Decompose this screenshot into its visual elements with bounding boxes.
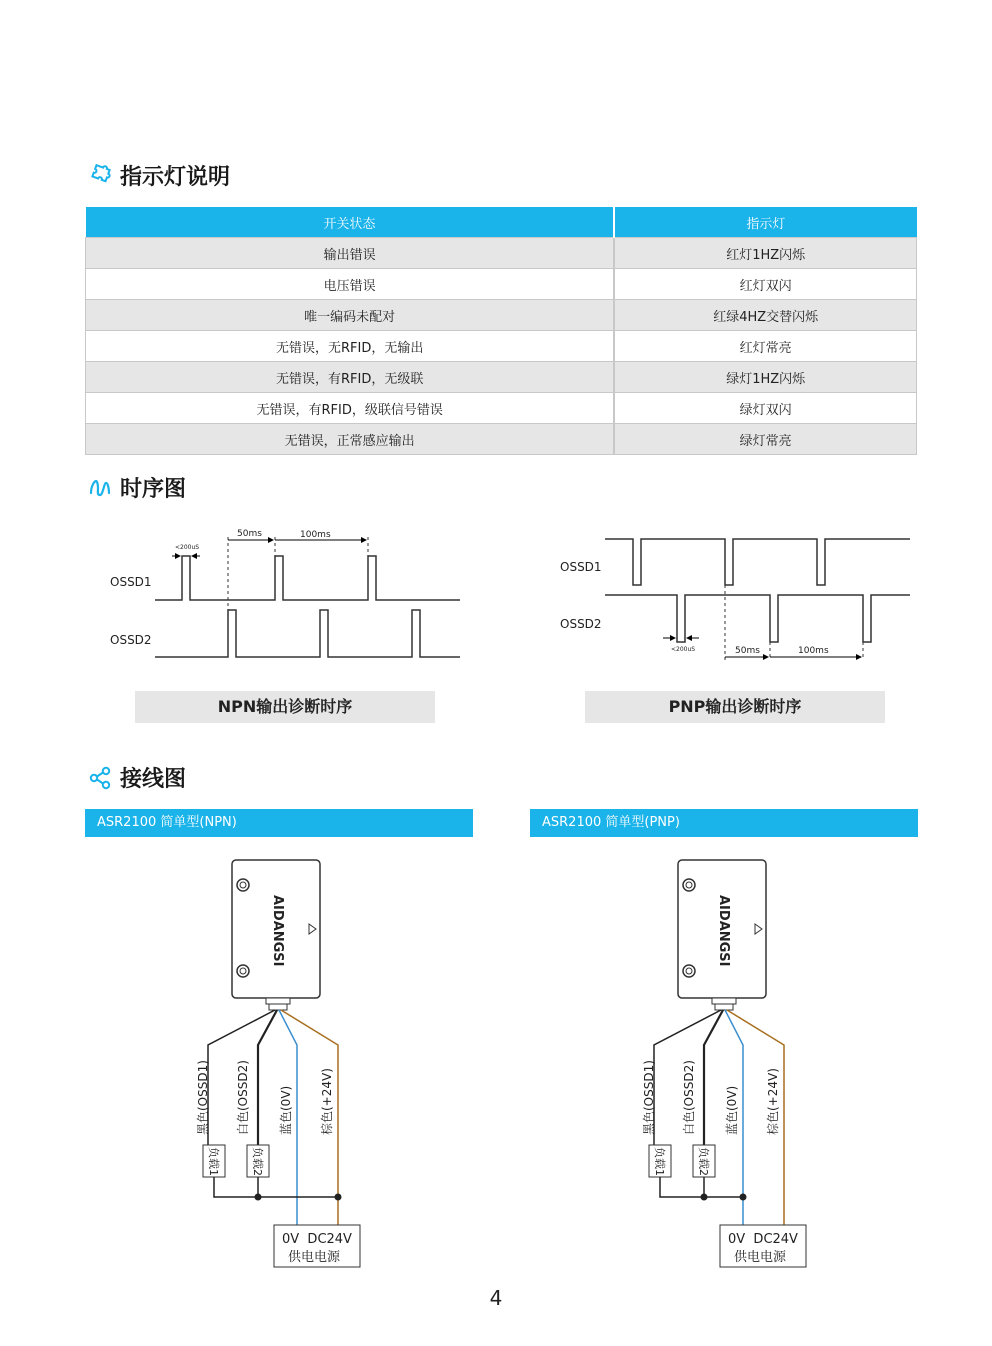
npn-supply-line2: 供电电源	[288, 1250, 341, 1265]
waveform-icon	[88, 476, 112, 500]
state-cell: 无错误，有RFID，无级联	[86, 362, 615, 393]
npn-wiring-diagram	[190, 855, 380, 1270]
pnp-ossd1-label: OSSD1	[560, 560, 602, 574]
state-cell: 唯一编码未配对	[86, 300, 615, 331]
pnp-wire-white-label: 白色(OSSD2)	[682, 1060, 696, 1135]
table-row	[86, 393, 917, 424]
npn-wire-blue-label: 蓝色(0V)	[279, 1085, 293, 1135]
pnp-pulse-label: <200uS	[671, 646, 696, 653]
npn-ossd1-label: OSSD1	[110, 575, 152, 589]
pnp-wiring-diagram	[636, 855, 826, 1270]
pnp-load2-label: 负载2	[697, 1147, 710, 1176]
npn-pulse-label: <200uS	[175, 544, 200, 551]
state-cell: 无错误，有RFID，级联信号错误	[86, 393, 615, 424]
npn-wire-black-label: 黑色(OSSD1)	[196, 1060, 210, 1135]
indicator-cell: 红灯双闪	[614, 269, 916, 300]
table-row	[86, 424, 917, 455]
npn-wire-brown-label: 棕色(+24V)	[320, 1068, 334, 1135]
indicator-cell: 红绿4HZ交替闪烁	[614, 300, 916, 331]
led-section-label: 指示灯说明	[120, 165, 231, 190]
indicator-cell: 绿灯双闪	[614, 393, 916, 424]
npn-ossd2-label: OSSD2	[110, 633, 152, 647]
timing-section-label: 时序图	[120, 477, 187, 502]
state-cell: 无错误，无RFID，无输出	[86, 331, 615, 362]
npn-load2-label: 负载2	[251, 1147, 264, 1176]
wiring-section-label: 接线图	[120, 767, 187, 792]
npn-gap-label: 50ms	[237, 529, 262, 539]
npn-wiring-title: ASR2100 简单型(NPN)	[85, 809, 473, 837]
pnp-period-label: 100ms	[798, 646, 829, 656]
pnp-ossd2-label: OSSD2	[560, 617, 602, 631]
indicator-cell: 绿灯常亮	[614, 424, 916, 455]
pnp-ossd2-wave	[605, 595, 910, 642]
indicator-cell: 红灯1HZ闪烁	[614, 238, 916, 269]
led-table-header	[86, 207, 917, 238]
npn-timing-caption: NPN输出诊断时序	[135, 691, 435, 723]
pnp-supply-line2: 供电电源	[734, 1250, 787, 1265]
pnp-wire-black-label: 黑色(OSSD1)	[642, 1060, 656, 1135]
pnp-supply-line1: 0V DC24V	[728, 1232, 798, 1247]
npn-ossd1-wave	[155, 556, 460, 600]
indicator-cell: 绿灯1HZ闪烁	[614, 362, 916, 393]
pnp-timing-caption: PNP输出诊断时序	[585, 691, 885, 723]
state-cell: 电压错误	[86, 269, 615, 300]
pnp-wiring-title: ASR2100 简单型(PNP)	[530, 809, 918, 837]
state-cell: 输出错误	[86, 238, 615, 269]
wiring-section-title	[88, 762, 186, 793]
npn-timing-diagram	[100, 522, 470, 667]
state-cell: 无错误，正常感应输出	[86, 424, 615, 455]
page-number: 4	[489, 1286, 503, 1310]
pnp-wire-blue-label: 蓝色(0V)	[725, 1085, 739, 1135]
led-section-title	[88, 160, 230, 191]
npn-load1-label: 负载1	[207, 1147, 220, 1176]
table-row	[86, 362, 917, 393]
npn-period-label: 100ms	[300, 530, 331, 540]
pnp-timing-diagram	[555, 525, 920, 665]
pnp-ossd1-wave	[605, 539, 910, 585]
led-status-table	[85, 207, 917, 455]
header-indicator: 指示灯	[614, 207, 916, 238]
table-row	[86, 300, 917, 331]
header-switch-state: 开关状态	[86, 207, 615, 238]
npn-ossd2-wave	[155, 610, 460, 657]
pnp-gap-label: 50ms	[735, 646, 760, 656]
puzzle-icon	[88, 164, 112, 188]
table-row	[86, 269, 917, 300]
pnp-brand-label: AIDANGSI	[716, 895, 731, 967]
npn-brand-label: AIDANGSI	[270, 895, 285, 967]
pnp-load1-label: 负载1	[653, 1147, 666, 1176]
pnp-wire-brown-label: 棕色(+24V)	[766, 1068, 780, 1135]
timing-section-title	[88, 472, 186, 503]
indicator-cell: 红灯常亮	[614, 331, 916, 362]
share-nodes-icon	[88, 766, 112, 790]
table-row	[86, 238, 917, 269]
table-row	[86, 331, 917, 362]
npn-wire-white-label: 白色(OSSD2)	[236, 1060, 250, 1135]
npn-supply-line1: 0V DC24V	[282, 1232, 352, 1247]
